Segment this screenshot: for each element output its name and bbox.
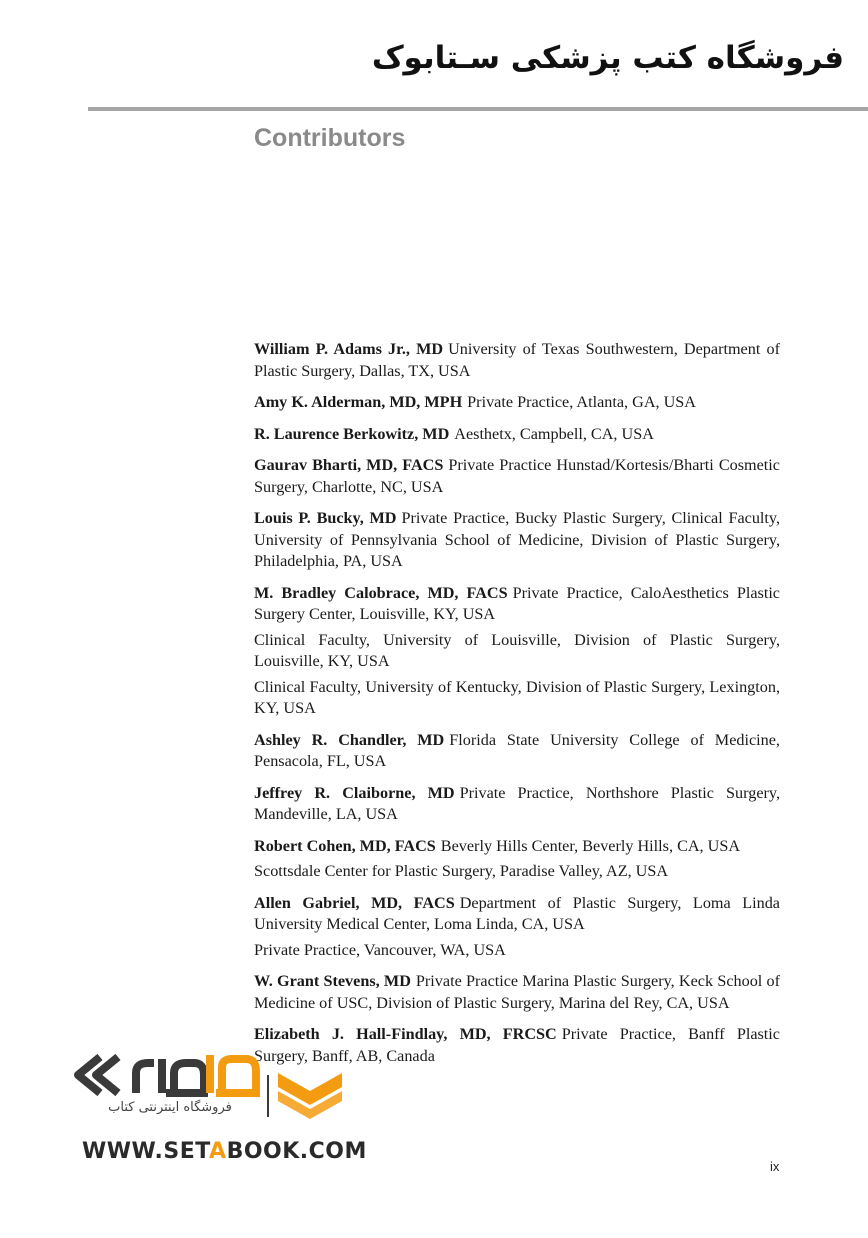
contributor-primary-affiliation [254, 783, 780, 826]
watermark-tagline: فروشگاه اینترنتی کتاب [108, 1100, 232, 1115]
contributor-affiliation: Clinical Faculty, University of Louisville, Division of Plastic Surgery, Louisville, KY, USA [254, 630, 780, 670]
contributor-affiliation: Department of Plastic Surgery, Loma Linda University Medical Center, Loma Linda, CA, USA [254, 893, 780, 933]
section-title: Contributors [254, 124, 406, 152]
watermark-url [82, 1139, 367, 1164]
contributor-name: Elizabeth J. Hall-Findlay, MD, FRCSC [254, 1025, 557, 1043]
contributor-additional-affiliation [254, 630, 780, 673]
contributor-name: R. Laurence Berkowitz, MD [254, 424, 450, 443]
contributor-affiliation: Private Practice, CaloAesthetics Plastic Surgery Center, Louisville, KY, USA [254, 583, 780, 623]
contributor-entry [254, 893, 780, 962]
contributor-affiliation: Clinical Faculty, University of Kentucky, Division of Plastic Surgery, Lexington, KY, USA [254, 677, 780, 717]
contributor-primary-affiliation [254, 424, 780, 446]
contributor-affiliation: Scottsdale Center for Plastic Surgery, Paradise Valley, AZ, USA [254, 862, 669, 880]
contributor-additional-affiliation [254, 677, 780, 720]
contributor-entry [254, 971, 780, 1014]
contributor-primary-affiliation [254, 893, 780, 936]
contributor-name: Robert Cohen, MD, FACS [254, 836, 436, 855]
contributor-additional-affiliation [254, 861, 780, 883]
contributor-entry [254, 783, 780, 826]
contributor-entry [254, 508, 780, 573]
contributor-affiliation: Private Practice, Bucky Plastic Surgery, Clinical Faculty, University of Pennsylvania School of Medicine, Division of Plastic Surgery, Philadelphia, PA, USA [254, 509, 780, 570]
contributor-primary-affiliation [254, 971, 780, 1014]
contributor-affiliation: Private Practice, Banff Plastic Surgery, Banff, AB, Canada [254, 1025, 780, 1065]
watermark-url-suffix: BOOK.COM [226, 1139, 367, 1164]
contributor-affiliation: University of Texas Southwestern, Department of Plastic Surgery, Dallas, TX, USA [254, 340, 780, 380]
contributor-name: Gaurav Bharti, MD, FACS [254, 456, 444, 474]
contributor-primary-affiliation [254, 836, 780, 858]
contributor-entry [254, 455, 780, 498]
contributor-primary-affiliation [254, 392, 780, 414]
page-number: ix [770, 1159, 780, 1174]
contributor-primary-affiliation [254, 339, 780, 382]
contributor-primary-affiliation [254, 583, 780, 626]
watermark-url-prefix: WWW.SET [82, 1139, 210, 1164]
contributor-affiliation: Beverly Hills Center, Beverly Hills, CA, USA [440, 836, 741, 855]
contributor-affiliation: Private Practice, Atlanta, GA, USA [467, 393, 696, 411]
contributor-affiliation: Private Practice, Vancouver, WA, USA [254, 940, 506, 959]
contributor-primary-affiliation [254, 508, 780, 573]
contributor-entry [254, 392, 780, 414]
contributor-name: Amy K. Alderman, MD, MPH [254, 393, 463, 411]
contributor-entry [254, 339, 780, 382]
contributor-name: Ashley R. Chandler, MD [254, 730, 445, 749]
contributor-additional-affiliation [254, 940, 780, 962]
contributor-name: Allen Gabriel, MD, FACS [254, 893, 455, 912]
contributor-name: Louis P. Bucky, MD [254, 509, 397, 527]
contributor-affiliation: Private Practice Marina Plastic Surgery, Keck School of Medicine of USC, Division of Plastic Surgery, Marina del Rey, CA, USA [254, 972, 781, 1012]
contributor-name: W. Grant Stevens, MD [254, 972, 411, 990]
contributor-primary-affiliation [254, 455, 780, 498]
contributor-entry [254, 583, 780, 720]
watermark [70, 1045, 370, 1170]
contributor-entry [254, 424, 780, 446]
contributor-name: William P. Adams Jr., MD [254, 340, 444, 358]
contributor-affiliation: Florida State University College of Medicine, Pensacola, FL, USA [254, 730, 780, 770]
contributor-affiliation: Private Practice Hunstad/Kortesis/Bharti Cosmetic Surgery, Charlotte, NC, USA [254, 456, 780, 496]
contributor-entry [254, 836, 780, 883]
contributor-primary-affiliation [254, 730, 780, 773]
header-rule [88, 107, 868, 111]
contributor-affiliation: Private Practice, Northshore Plastic Surgery, Mandeville, LA, USA [254, 783, 780, 823]
header-title: فروشگاه کتب پزشکی سـتابوک [371, 40, 844, 76]
contributor-name: M. Bradley Calobrace, MD, FACS [254, 583, 508, 602]
contributor-list [254, 339, 780, 1077]
contributor-entry [254, 730, 780, 773]
contributor-affiliation: Aesthetx, Campbell, CA, USA [454, 424, 654, 443]
contributor-name: Jeffrey R. Claiborne, MD [254, 783, 455, 802]
watermark-url-accent: A [209, 1139, 227, 1164]
